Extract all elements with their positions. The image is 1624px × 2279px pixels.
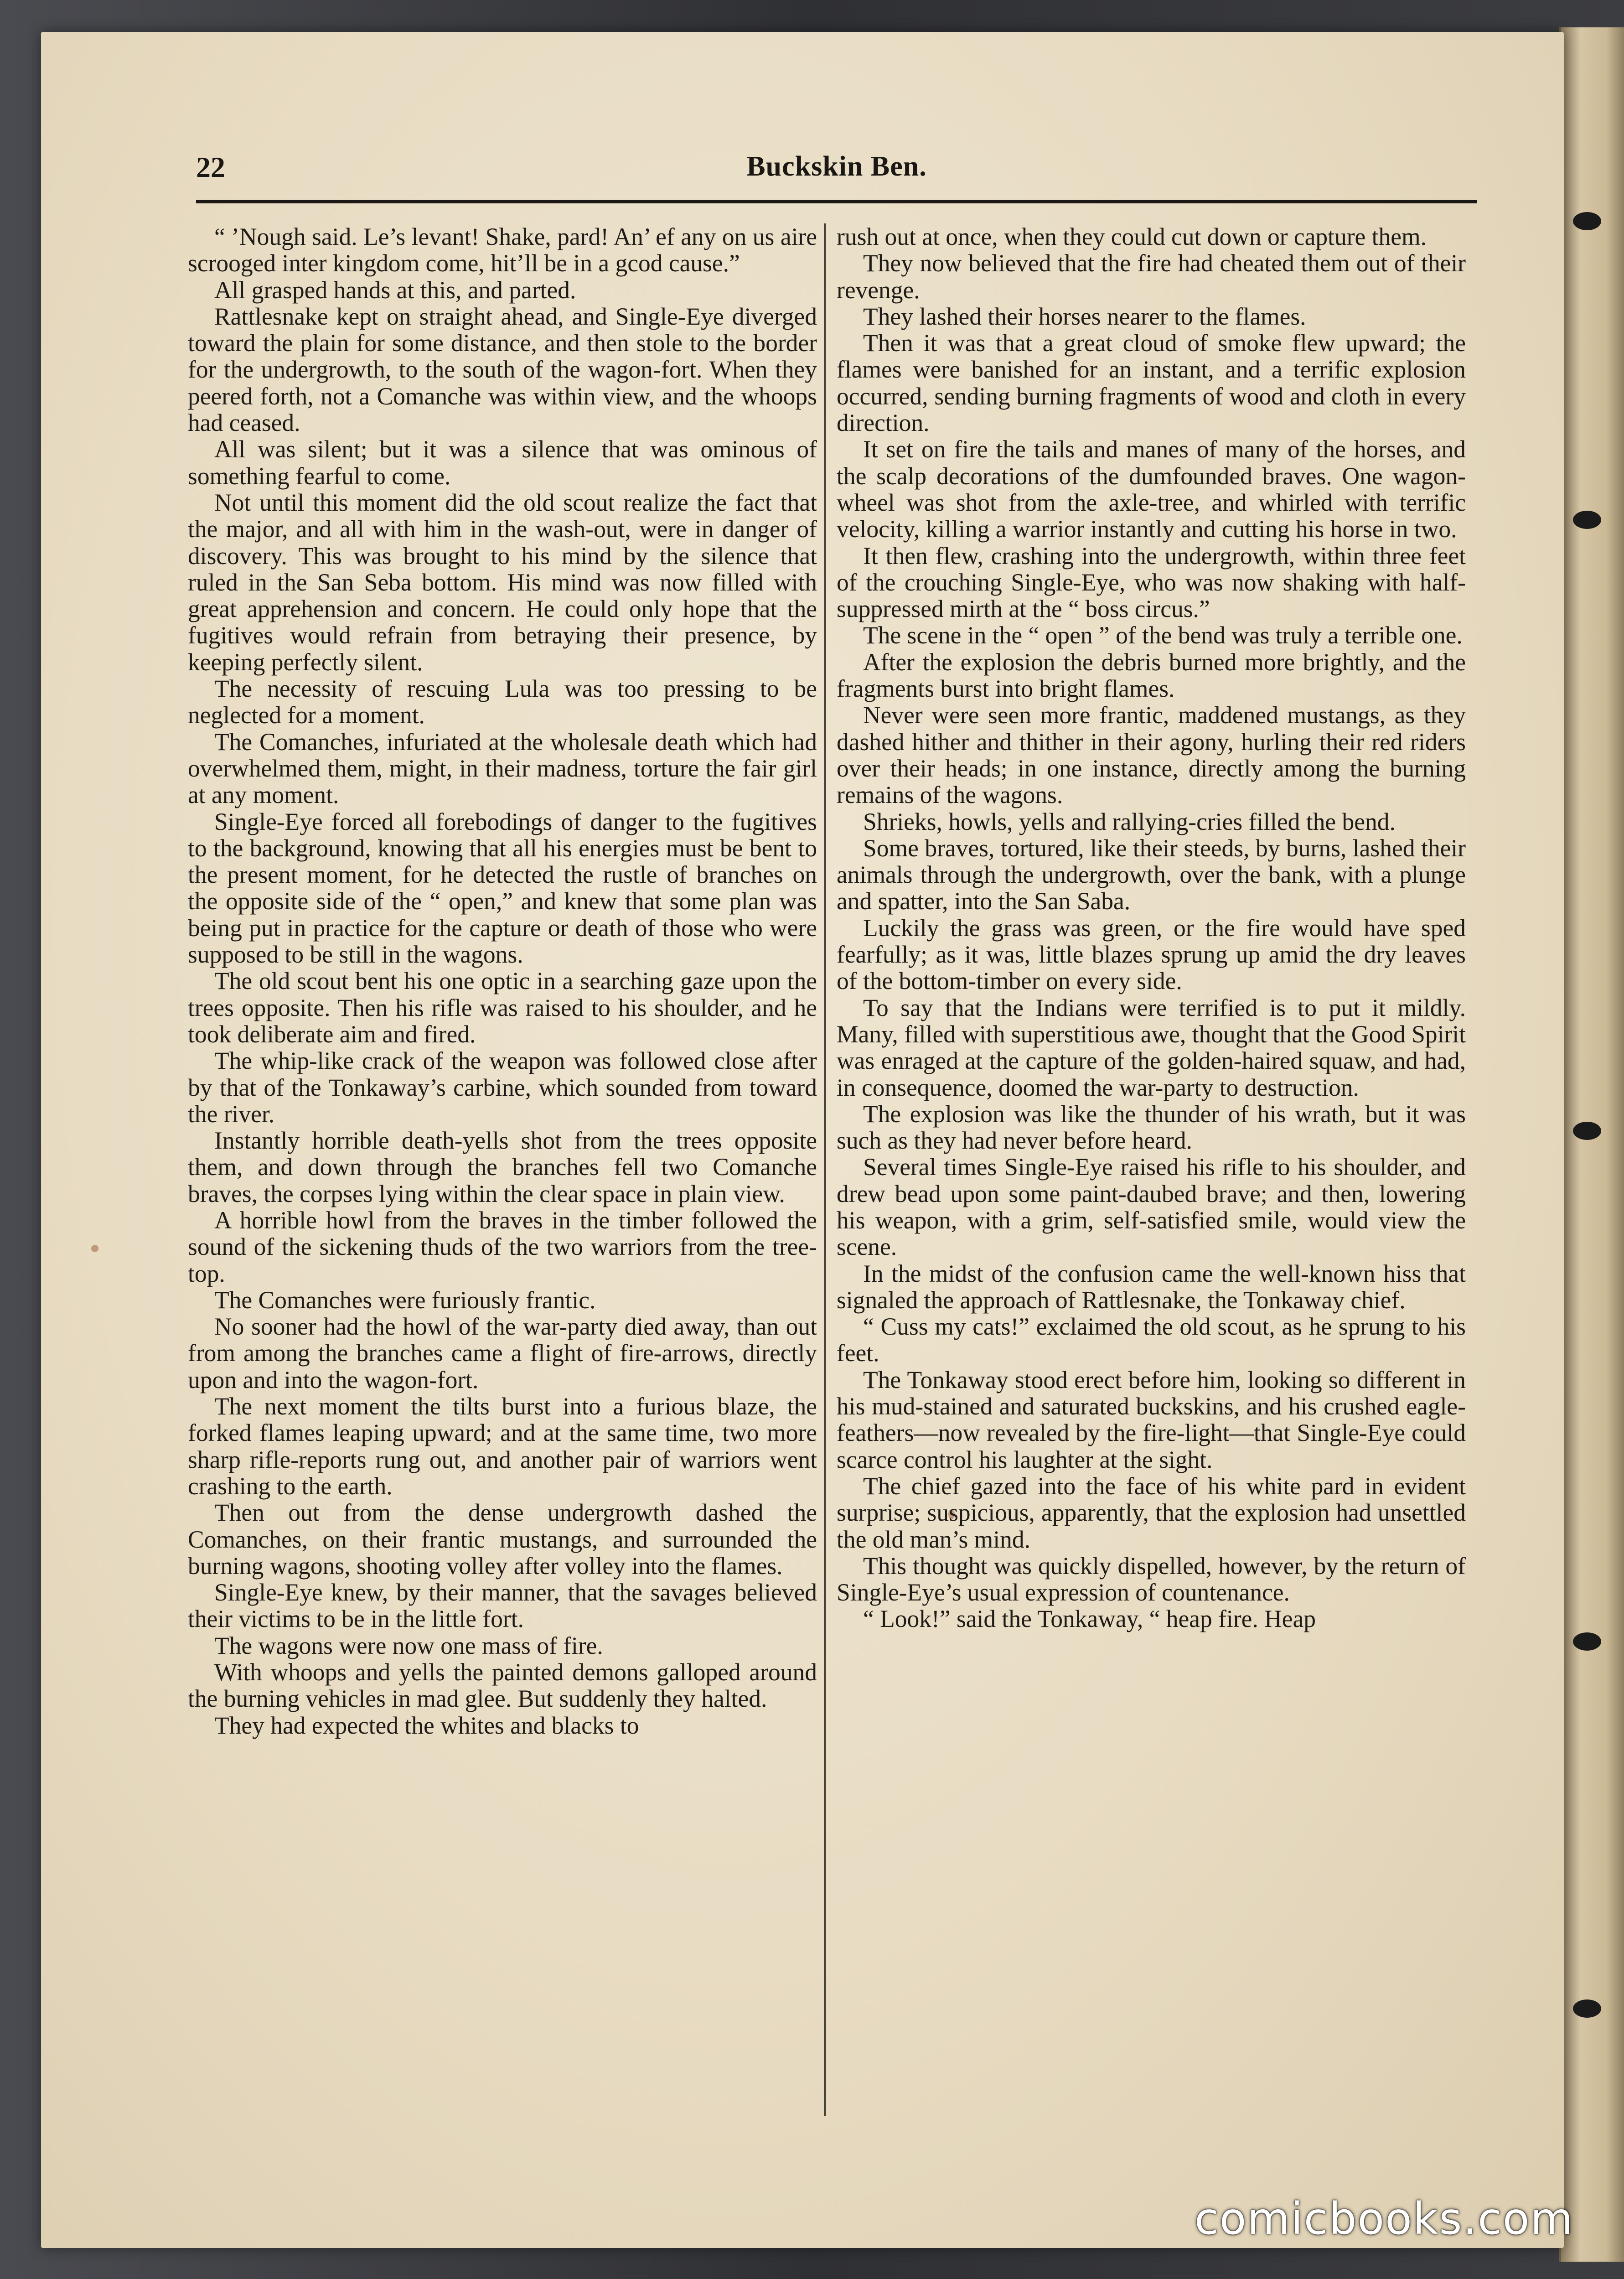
- header-rule: [196, 200, 1477, 203]
- paragraph: Several times Single-Eye raised his rifle to his shoulder, and drew bead upon some paint-daubed brave; and then, lowering his weapon, with a grim, self-satisfied smile, would view the scene.: [837, 1153, 1466, 1261]
- paragraph: With whoops and yells the painted demons galloped around the burning vehicles in mad glee. But suddenly they halted.: [188, 1658, 817, 1713]
- paragraph: They had expected the whites and blacks to: [214, 1711, 639, 1739]
- page-number: 22: [196, 151, 225, 183]
- paragraph: “ ’Nough said. Le’s levant! Shake, pard! An’ ef any on us aire scrooged inter kingdom come, hit’ll be in a gcod cause.”: [188, 223, 817, 277]
- paragraph: Single-Eye knew, by their manner, that the savages believed their victims to be in the little fort.: [188, 1579, 817, 1633]
- paragraph: The necessity of rescuing Lula was too pressing to be neglected for a moment.: [188, 675, 817, 729]
- paragraph: Luckily the grass was green, or the fire would have sped fearfully; as it was, little blazes sprung up amid the dry leaves of the bottom-timber on every side.: [837, 914, 1466, 995]
- paragraph: No sooner had the howl of the war-party died away, than out from among the branches came a flight of fire-arrows, directly upon and into the wagon-fort.: [188, 1313, 817, 1393]
- paragraph: Instantly horrible death-yells shot from the trees opposite them, and down through the branches fell two Comanche braves, the corpses lying within the clear space in plain view.: [188, 1127, 817, 1207]
- paragraph: “ Look!” said the Tonkaway, “ heap fire. Heap: [863, 1605, 1316, 1633]
- paragraph: In the midst of the confusion came the well-known hiss that signaled the approach of Rattlesnake, the Tonkaway chief.: [837, 1259, 1466, 1314]
- paper-stain: [91, 1245, 98, 1252]
- paragraph: “ Cuss my cats!” exclaimed the old scout, as he sprung to his feet.: [837, 1313, 1466, 1367]
- paragraph: After the explosion the debris burned more brightly, and the fragments burst into bright flames.: [837, 648, 1466, 703]
- paragraph: The Comanches were furiously frantic.: [214, 1286, 596, 1314]
- staple-hole-icon: [1573, 1122, 1601, 1140]
- running-title: Buckskin Ben.: [746, 151, 927, 182]
- paragraph: rush out at once, when they could cut down or capture them.: [837, 223, 1427, 250]
- paragraph: The old scout bent his one optic in a searching gaze upon the trees opposite. Then his rifle was raised to his shoulder, and he took deliberate aim and fired.: [188, 967, 817, 1048]
- paragraph: Then out from the dense undergrowth dashed the Comanches, on their frantic mustangs, and surrounded the burning wagons, shooting volley after volley into the flames.: [188, 1499, 817, 1580]
- paragraph: Then it was that a great cloud of smoke flew upward; the flames were banished for an instant, and a terrific explosion occurred, sending burning fragments of wood and cloth in every direction.: [837, 329, 1466, 437]
- paragraph: Some braves, tortured, like their steeds, by burns, lashed their animals through the undergrowth, over the bank, with a plunge and spatter, into the San Saba.: [837, 834, 1466, 915]
- paragraph: All grasped hands at this, and parted.: [214, 276, 576, 304]
- staple-hole-icon: [1573, 1999, 1601, 2018]
- paragraph: They lashed their horses nearer to the flames.: [863, 302, 1306, 330]
- left-text-column: [188, 223, 817, 2139]
- paragraph: Shrieks, howls, yells and rallying-cries filled the bend.: [863, 808, 1396, 835]
- paragraph: The next moment the tilts burst into a furious blaze, the forked flames leaping upward; and at the same time, two more sharp rifle-reports rung out, and another pair of warriors went crashing to the earth.: [188, 1393, 817, 1500]
- paragraph: The scene in the “ open ” of the bend was truly a terrible one.: [863, 622, 1463, 649]
- paragraph: Single-Eye forced all forebodings of danger to the fugitives to the background, knowing that all his energies must be bent to the present moment, for he detected the rustle of branches on the opposite side of the “ open,” and knew that some plan was being put in practice for the capture or death of those who were supposed to be still in the wagons.: [188, 808, 817, 969]
- column-divider: [824, 223, 826, 2116]
- paragraph: Never were seen more frantic, maddened mustangs, as they dashed hither and thither in their agony, hurling their red riders over their heads; in one instance, directly among the burning remains of the wagons.: [837, 701, 1466, 809]
- paragraph: It then flew, crashing into the undergrowth, within three feet of the crouching Single-Eye, who was now shaking with half-suppressed mirth at the “ boss circus.”: [837, 542, 1466, 623]
- paragraph: They now believed that the fire had cheated them out of their revenge.: [837, 249, 1466, 304]
- page-fold-edge: [1559, 27, 1624, 2262]
- paragraph: It set on fire the tails and manes of many of the horses, and the scalp decorations of the dumfounded braves. One wagon-wheel was shot from the axle-tree, and whirled with terrific velocity, killing a warrior instantly and cutting his horse in two.: [837, 435, 1466, 543]
- paragraph: The wagons were now one mass of fire.: [214, 1632, 603, 1659]
- paragraph: Not until this moment did the old scout realize the fact that the major, and all with him in the wash-out, were in danger of discovery. This was brought to his mind by the silence that ruled in the San Seba bottom. His mind was now filled with great apprehension and concern. He could only hope that the fugitives would refrain from betraying their presence, by keeping perfectly silent.: [188, 488, 817, 676]
- watermark: comicbooks.com: [1195, 2193, 1574, 2244]
- paragraph: The Comanches, infuriated at the wholesale death which had overwhelmed them, might, in their madness, torture the fair girl at any moment.: [188, 728, 817, 809]
- paragraph: The explosion was like the thunder of his wrath, but it was such as they had never before heard.: [837, 1100, 1466, 1155]
- paragraph: The Tonkaway stood erect before him, looking so different in his mud-stained and saturated buckskins, and his crushed eagle-feathers—now revealed by the fire-light—that Single-Eye could scarce control his laughter at the sight.: [837, 1366, 1466, 1473]
- staple-hole-icon: [1573, 1632, 1601, 1651]
- page-header: [196, 146, 1477, 196]
- paragraph: All was silent; but it was a silence that was ominous of something fearful to come.: [188, 435, 817, 490]
- right-text-column: [837, 223, 1466, 2139]
- paragraph: To say that the Indians were terrified is to put it mildly. Many, filled with superstitious awe, thought that the Good Spirit was enraged at the capture of the golden-haired squaw, and had, in consequence, doomed the war-party to destruction.: [837, 994, 1466, 1101]
- paragraph: The chief gazed into the face of his white pard in evident surprise; suspicious, apparently, that the explosion had unsettled the old man’s mind.: [837, 1472, 1466, 1553]
- paragraph: The whip-like crack of the weapon was followed close after by that of the Tonkaway’s carbine, which sounded from toward the river.: [188, 1047, 817, 1128]
- paragraph: A horrible howl from the braves in the timber followed the sound of the sickening thuds of the two warriors from the tree-top.: [188, 1206, 817, 1287]
- paragraph: This thought was quickly dispelled, however, by the return of Single-Eye’s usual expression of countenance.: [837, 1552, 1466, 1606]
- staple-hole-icon: [1573, 511, 1601, 529]
- paragraph: Rattlesnake kept on straight ahead, and Single-Eye diverged toward the plain for some distance, and then stole to the border for the undergrowth, to the south of the wagon-fort. When they peered forth, not a Comanche was within view, and the whoops had ceased.: [188, 302, 817, 437]
- staple-hole-icon: [1573, 212, 1601, 230]
